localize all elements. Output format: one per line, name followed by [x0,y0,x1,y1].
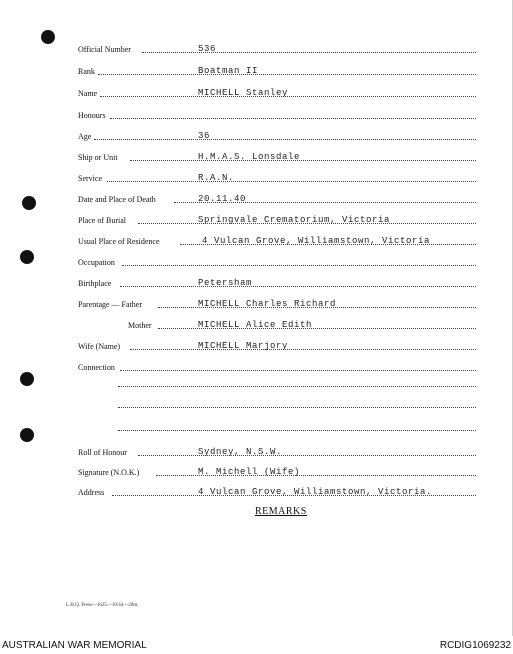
field-value: R.A.N. [198,173,235,183]
field-value: MICHELL Stanley [198,88,289,98]
field-label: Roll of Honour [78,448,127,457]
field-ship-or-unit [78,149,476,163]
field-value: 36 [198,131,211,141]
field-value: Sydney, N.S.W. [198,447,283,457]
connection-line [118,407,476,408]
remarks-heading: REMARKS [255,506,307,517]
field-label: Signature (N.O.K.) [78,468,140,477]
field-date-place-death [78,191,476,205]
field-label: Name [78,89,98,98]
field-label: Place of Burial [78,216,126,225]
field-age [78,128,476,142]
field-mother [78,317,476,331]
dotted-line [130,349,476,350]
field-value: 4 Vulcan Grove, Williamstown, Victoria [202,236,431,246]
field-label: Parentage — Father [78,300,142,309]
field-signature [78,464,476,478]
field-name [78,85,476,99]
field-birthplace [78,275,476,289]
field-label: Mother [128,321,152,330]
field-rank [78,63,476,77]
dotted-line [94,139,476,140]
dotted-line [122,265,476,266]
dotted-line [142,52,476,53]
field-label: Official Number [78,45,131,54]
field-place-of-burial [78,212,476,226]
field-roll-of-honour [78,444,476,458]
field-father [78,296,476,310]
field-label: Connection [78,363,115,372]
field-label: Wife (Name) [78,342,121,351]
field-occupation [78,254,476,268]
field-value: MICHELL Alice Edith [198,320,313,330]
archive-footer [0,638,513,654]
field-value: M. Michell (Wife) [198,467,301,477]
field-label: Birthplace [78,279,112,288]
punch-hole [22,196,36,210]
field-official-number [78,41,476,55]
field-label: Age [78,132,92,141]
dotted-line [107,181,476,182]
field-address [78,484,476,498]
dotted-line [110,118,476,119]
connection-line [118,430,476,431]
dotted-line [120,370,476,371]
field-value: Petersham [198,278,253,288]
punch-hole [41,30,55,44]
field-value: Boatman II [198,66,259,76]
field-label: Ship or Unit [78,153,118,162]
printer-note: L.H.Q. Press—1625—10/44—20m. [66,603,139,608]
dotted-line [98,74,476,75]
field-connection [78,359,476,373]
dotted-line [138,455,476,456]
punch-hole [20,428,34,442]
field-value: H.M.A.S. Lonsdale [198,152,301,162]
field-value: Springvale Crematorium, Victoria [198,215,391,225]
record-id: RCDIG1069232 [439,640,511,651]
field-usual-residence [78,233,476,247]
field-value: 536 [198,44,217,54]
field-label: Occupation [78,258,115,267]
connection-line [118,386,476,387]
field-value: 20.11.40 [198,194,247,204]
field-honours [78,107,476,121]
dotted-line [120,286,476,287]
field-label: Service [78,174,102,183]
field-value: MICHELL Charles Richard [198,299,337,309]
field-value: MICHELL Marjory [198,341,289,351]
institution-name: AUSTRALIAN WAR MEMORIAL [2,640,147,651]
punch-hole [20,250,34,264]
field-service [78,170,476,184]
field-label: Usual Place of Residence [78,237,160,246]
field-label: Honours [78,111,106,120]
dotted-line [130,160,476,161]
field-wife [78,338,476,352]
field-label: Address [78,488,105,497]
field-label: Rank [78,67,95,76]
field-label: Date and Place of Death [78,195,156,204]
punch-hole [20,372,34,386]
field-value: 4 Vulcan Grove, Williamstown, Victoria. [198,487,433,497]
